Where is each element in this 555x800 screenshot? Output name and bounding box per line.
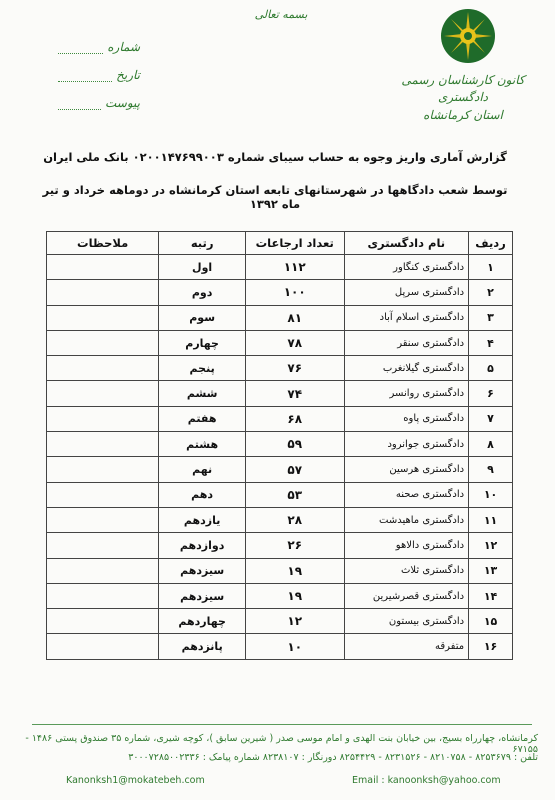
letter-attachment-line	[58, 99, 101, 110]
cell-row-number: ۱۲	[469, 533, 513, 558]
cell-court-name: دادگستری ثلاث	[344, 558, 469, 583]
footer-email-primary: Kanonksh1@mokatebeh.com	[66, 775, 205, 786]
cell-row-number: ۴	[469, 330, 513, 355]
table-row	[47, 634, 513, 659]
footer-divider	[32, 724, 532, 726]
cell-notes	[47, 457, 159, 482]
cell-rank: یازدهم	[159, 507, 246, 532]
cell-rank: دوم	[159, 280, 246, 305]
cell-notes	[47, 381, 159, 406]
table-row	[47, 381, 513, 406]
cell-row-number: ۱۳	[469, 558, 513, 583]
table-row	[47, 457, 513, 482]
cell-rank: دهم	[159, 482, 246, 507]
cell-notes	[47, 280, 159, 305]
cell-referral-count: ۱۹	[245, 558, 344, 583]
basmala: بسمه تعالی	[254, 8, 308, 21]
letter-attachment-field	[58, 96, 140, 110]
cell-row-number: ۱۶	[469, 634, 513, 659]
cell-notes	[47, 305, 159, 330]
cell-referral-count: ۱۹	[245, 583, 344, 608]
cell-court-name: دادگستری ماهیدشت	[344, 507, 469, 532]
cell-row-number: ۱۴	[469, 583, 513, 608]
cell-notes	[47, 330, 159, 355]
report-title-line2: توسط شعب دادگاهها در شهرستانهای تابعه استان کرمانشاه در دوماهه خرداد و تیر ماه ۱۳۹۲	[42, 183, 508, 211]
cell-notes	[47, 255, 159, 280]
organization-logo	[440, 8, 496, 64]
cell-row-number: ۳	[469, 305, 513, 330]
cell-row-number: ۱۵	[469, 609, 513, 634]
table-row	[47, 255, 513, 280]
cell-court-name: دادگستری پاوه	[344, 406, 469, 431]
footer-address: کرمانشاه، چهارراه بسیج، بین خیابان بنت الهدی و امام موسی صدر ( شیرین سابق )، کوچه شیری، شماره ۳۵ صندوق پستی ۱۴۸۶ - ۶۷۱۵۵	[25, 733, 538, 755]
letter-date-field	[58, 68, 140, 82]
table-row	[47, 583, 513, 608]
cell-notes	[47, 634, 159, 659]
table-row	[47, 507, 513, 532]
cell-rank: پنجم	[159, 356, 246, 381]
cell-referral-count: ۱۰۰	[245, 280, 344, 305]
cell-rank: هشتم	[159, 432, 246, 457]
cell-rank: سیزدهم	[159, 583, 246, 608]
letter-attachment-label: پیوست	[105, 96, 140, 110]
table-row	[47, 305, 513, 330]
cell-referral-count: ۷۸	[245, 330, 344, 355]
cell-notes	[47, 583, 159, 608]
header-row-number: ردیف	[469, 232, 513, 255]
cell-referral-count: ۷۴	[245, 381, 344, 406]
cell-rank: هفتم	[159, 406, 246, 431]
cell-referral-count: ۱۲	[245, 609, 344, 634]
cell-notes	[47, 507, 159, 532]
table-row	[47, 356, 513, 381]
letter-number-line	[58, 43, 103, 54]
organization-name-line1: کانون کارشناسان رسمی دادگستری	[401, 73, 525, 105]
cell-notes	[47, 482, 159, 507]
header-rank: رتبه	[159, 232, 246, 255]
cell-court-name: دادگستری روانسر	[344, 381, 469, 406]
cell-row-number: ۹	[469, 457, 513, 482]
cell-court-name: دادگستری سرپل	[344, 280, 469, 305]
cell-court-name: دادگستری صحنه	[344, 482, 469, 507]
cell-referral-count: ۱۱۲	[245, 255, 344, 280]
cell-court-name: دادگستری جوانرود	[344, 432, 469, 457]
table-row	[47, 406, 513, 431]
table-row	[47, 558, 513, 583]
cell-referral-count: ۵۷	[245, 457, 344, 482]
cell-row-number: ۵	[469, 356, 513, 381]
header-court-name: نام دادگستری	[344, 232, 469, 255]
referrals-table	[46, 231, 513, 660]
cell-referral-count: ۱۰	[245, 634, 344, 659]
table-row	[47, 330, 513, 355]
cell-row-number: ۶	[469, 381, 513, 406]
cell-rank: چهارم	[159, 330, 246, 355]
table-header-row	[47, 232, 513, 255]
cell-court-name: دادگستری گیلانغرب	[344, 356, 469, 381]
cell-court-name: متفرقه	[344, 634, 469, 659]
cell-referral-count: ۸۱	[245, 305, 344, 330]
cell-referral-count: ۶۸	[245, 406, 344, 431]
cell-referral-count: ۲۶	[245, 533, 344, 558]
cell-rank: اول	[159, 255, 246, 280]
letter-number-field	[58, 40, 140, 54]
cell-rank: نهم	[159, 457, 246, 482]
cell-notes	[47, 609, 159, 634]
cell-court-name: دادگستری اسلام آباد	[344, 305, 469, 330]
cell-court-name: دادگستری بیستون	[344, 609, 469, 634]
letter-date-line	[58, 71, 112, 82]
letter-date-label: تاریخ	[116, 68, 140, 82]
footer-email-secondary: Email : kanoonksh@yahoo.com	[352, 775, 501, 786]
cell-row-number: ۱۰	[469, 482, 513, 507]
organization-name-line2: استان کرمانشاه	[423, 107, 503, 122]
report-title-line1: گزارش آماری واریز وجوه به حساب سیبای شماره ۰۲۰۰۱۴۷۶۹۹۰۰۳ بانک ملی ایران	[43, 150, 507, 164]
cell-notes	[47, 356, 159, 381]
cell-court-name: دادگستری هرسین	[344, 457, 469, 482]
cell-court-name: دادگستری کنگاور	[344, 255, 469, 280]
cell-rank: دوازدهم	[159, 533, 246, 558]
table-row	[47, 432, 513, 457]
cell-row-number: ۱۱	[469, 507, 513, 532]
header-notes: ملاحظات	[47, 232, 159, 255]
letter-number-label: شماره	[107, 40, 140, 54]
cell-row-number: ۱	[469, 255, 513, 280]
table-row	[47, 609, 513, 634]
sunburst-logo-icon	[440, 8, 496, 64]
cell-court-name: دادگستری سنقر	[344, 330, 469, 355]
cell-notes	[47, 406, 159, 431]
cell-referral-count: ۵۳	[245, 482, 344, 507]
cell-court-name: دادگستری دالاهو	[344, 533, 469, 558]
table-row	[47, 533, 513, 558]
table-row	[47, 280, 513, 305]
cell-notes	[47, 558, 159, 583]
cell-row-number: ۷	[469, 406, 513, 431]
cell-notes	[47, 432, 159, 457]
header-referral-count: تعداد ارجاعات	[245, 232, 344, 255]
cell-row-number: ۸	[469, 432, 513, 457]
cell-rank: چهاردهم	[159, 609, 246, 634]
cell-notes	[47, 533, 159, 558]
footer-contacts: تلفن : ۸۲۵۳۶۷۹ - ۸۲۱۰۷۵۸ - ۸۲۳۱۵۲۶ - ۸۲۵۴۴۲۹ دورنگار : ۸۲۳۸۱۰۷ شماره پیامک : ۳۰۰۰۷۲۸۵۰۰۲۳۳۶	[128, 752, 538, 763]
cell-rank: ششم	[159, 381, 246, 406]
table-row	[47, 482, 513, 507]
cell-rank: سیزدهم	[159, 558, 246, 583]
cell-rank: پانزدهم	[159, 634, 246, 659]
cell-row-number: ۲	[469, 280, 513, 305]
cell-court-name: دادگستری قصرشیرین	[344, 583, 469, 608]
cell-referral-count: ۵۹	[245, 432, 344, 457]
organization-name	[398, 72, 528, 124]
cell-referral-count: ۲۸	[245, 507, 344, 532]
cell-referral-count: ۷۶	[245, 356, 344, 381]
cell-rank: سوم	[159, 305, 246, 330]
